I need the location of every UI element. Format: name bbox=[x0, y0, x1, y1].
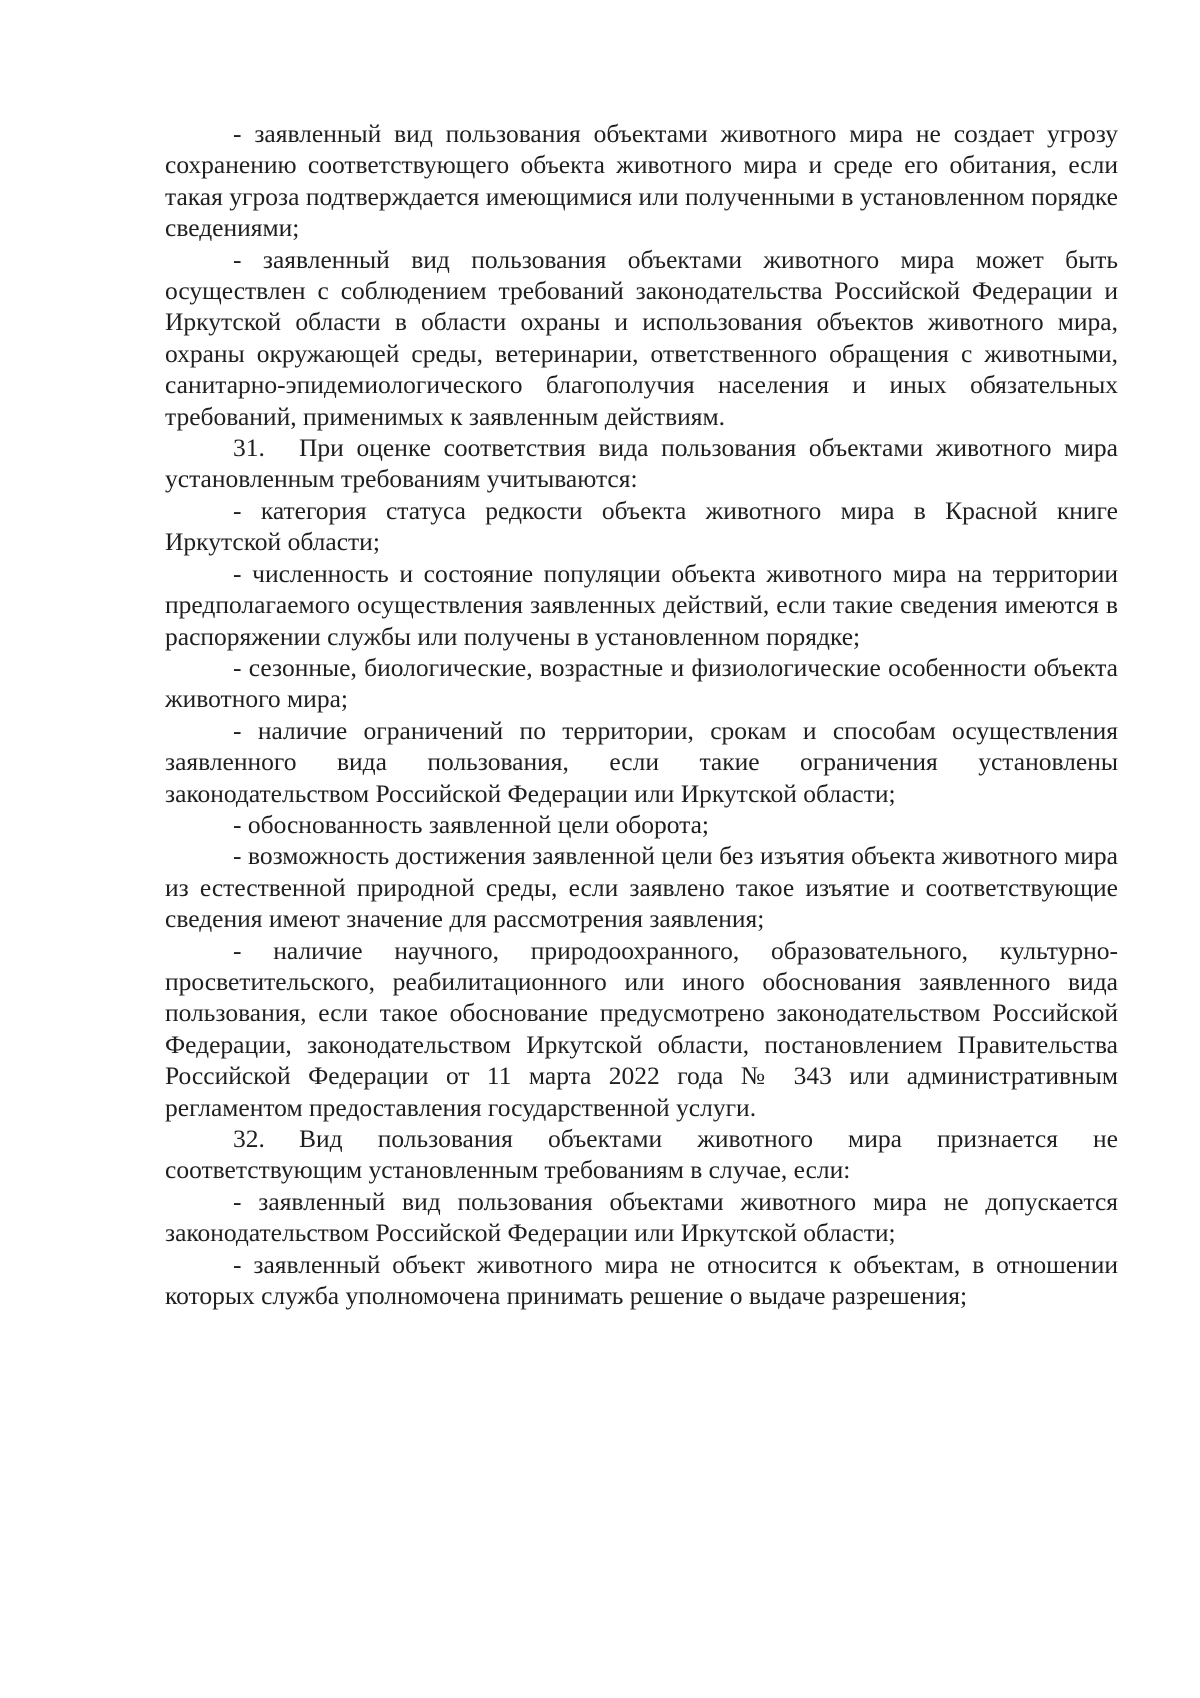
numbered-clause bbox=[165, 1123, 1118, 1186]
list-item: - возможность достижения заявленной цели без изъятия объекта животного мира из естественной природной среды, если заявлено такое изъятие и соответствующие сведения имеют значение для рассмотрения заявления; bbox=[165, 841, 1118, 934]
list-item: - заявленный объект животного мира не относится к объектам, в отношении которых служба уполномочена принимать решение о выдаче разрешения; bbox=[165, 1249, 1118, 1311]
list-item: - заявленный вид пользования объектами животного мира может быть осуществлен с соблюдением требований законодательства Российской Федерации и Иркутской области в области охраны и использования объектов животного мира, охраны окружающей среды, ветеринарии, ответственного обращения с животными, санитарно-эпидемиологического благополучия населения и иных обязательных требований, применимых к заявленным действиям. bbox=[165, 244, 1118, 431]
clause-number: 31. bbox=[233, 433, 265, 463]
list-item: - наличие ограничений по территории, срокам и способам осуществления заявленного вида пользования, если такие ограничения установлены законодательством Российской Федерации или Иркутской области; bbox=[165, 715, 1118, 808]
list-item: - заявленный вид пользования объектами животного мира не допускается законодательством Российской Федерации или Иркутской области; bbox=[165, 1186, 1118, 1248]
list-item: - сезонные, биологические, возрастные и физиологические особенности объекта животного мира; bbox=[165, 652, 1118, 714]
clause-text: Вид пользования объектами животного мира признается не соответствующим установленным требованиям в случае, если: bbox=[165, 1124, 1118, 1185]
document-body bbox=[165, 118, 1118, 1311]
clause-number: 32. bbox=[233, 1124, 265, 1153]
list-item: - заявленный вид пользования объектами животного мира не создает угрозу сохранению соответствующего объекта животного мира и среде его обитания, если такая угроза подтверждается имеющимися или полученными в установленном порядке сведениями; bbox=[165, 119, 1118, 243]
clause-text: При оценке соответствия вида пользования объектами животного мира установленным требованиям учитываются: bbox=[165, 433, 1118, 494]
list-item: - категория статуса редкости объекта животного мира в Красной книге Иркутской области; bbox=[165, 495, 1118, 557]
list-item: - наличие научного, природоохранного, образовательного, культурно-просветительского, реабилитационного или иного обоснования заявленного вида пользования, если такое обоснование предусмотрено законодательством Российской Федерации, законодательством Иркутской области, постановлением Правительства Российской Федерации от 11 марта 2022 года № 343 или административным регламентом предоставления государственной услуги. bbox=[165, 935, 1118, 1122]
numbered-clause bbox=[165, 432, 1118, 495]
list-item: - численность и состояние популяции объекта животного мира на территории предполагаемого осуществления заявленных действий, если такие сведения имеются в распоряжении службы или получены в установленном порядке; bbox=[165, 558, 1118, 651]
list-item: - обоснованность заявленной цели оборота; bbox=[233, 809, 709, 839]
